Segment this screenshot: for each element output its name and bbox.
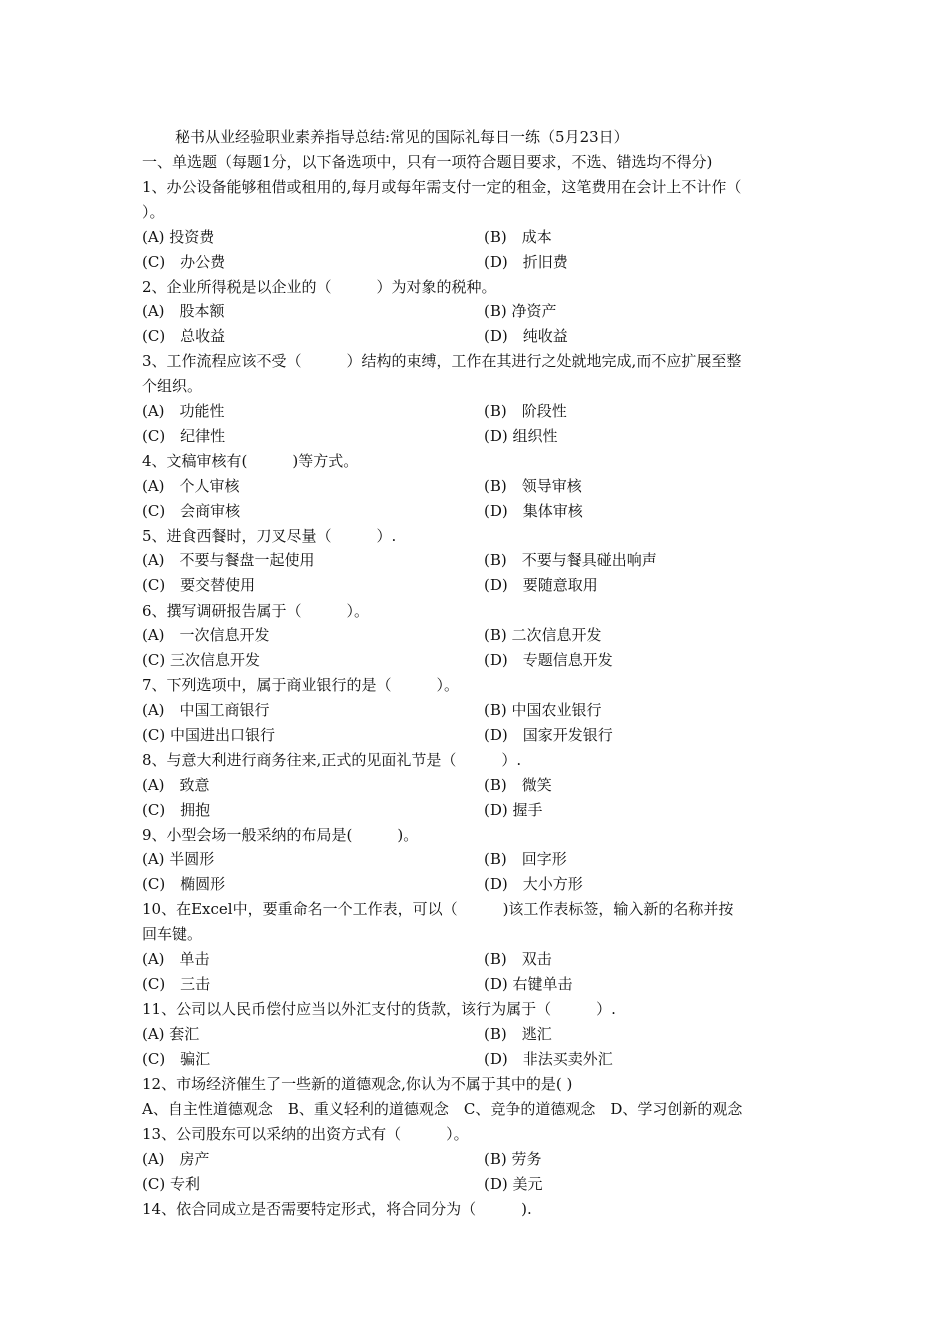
question-text: 3、工作流程应该不受（ ）结构的束缚，工作在其进行之处就地完成,而不应扩展至整: [142, 352, 742, 370]
question-text: 5、进食西餐时，刀叉尽量（ ）.: [142, 527, 397, 545]
answer-option: (D) 大小方形: [484, 875, 583, 893]
answer-option: (D) 非法买卖外汇: [484, 1050, 613, 1068]
question-text-continued: ）。: [142, 203, 165, 221]
question-text: 12、市场经济催生了一些新的道德观念,你认为不属于其中的是( ): [142, 1075, 573, 1093]
answer-option: (A) 股本额: [142, 302, 225, 320]
question-text: 13、公司股东可以采纳的出资方式有（ ）。: [142, 1125, 469, 1143]
answer-option: (C) 三次信息开发: [142, 651, 260, 669]
question-text: 10、在Excel中，要重命名一个工作表，可以（ )该工作表标签，输入新的名称并按: [142, 900, 734, 918]
question-text-continued: A、自主性道德观念 B、重义轻利的道德观念 C、竞争的道德观念 D、学习创新的观念: [142, 1100, 743, 1118]
question-text: 4、文稿审核有( )等方式。: [142, 452, 359, 470]
answer-option: (B) 劳务: [484, 1150, 542, 1168]
answer-option: (B) 双击: [484, 950, 552, 968]
answer-option: (C) 专利: [142, 1175, 200, 1193]
question-text: 2、企业所得税是以企业的（ ）为对象的税种。: [142, 278, 497, 296]
answer-option: (D) 集体审核: [484, 502, 583, 520]
question-text: 11、公司以人民币偿付应当以外汇支付的货款，该行为属于（ ）.: [142, 1000, 616, 1018]
answer-option: (D) 折旧费: [484, 253, 568, 271]
answer-option: (C) 拥抱: [142, 801, 211, 819]
answer-option: (A) 一次信息开发: [142, 626, 270, 644]
answer-option: (C) 骗汇: [142, 1050, 211, 1068]
answer-option: (A) 套汇: [142, 1025, 200, 1043]
answer-option: (B) 微笑: [484, 776, 552, 794]
answer-option: (C) 会商审核: [142, 502, 241, 520]
question-text: 9、小型会场一般采纳的布局是( )。: [142, 826, 419, 844]
answer-option: (C) 要交替使用: [142, 576, 256, 594]
answer-option: (A) 个人审核: [142, 477, 240, 495]
answer-option: (C) 三击: [142, 975, 211, 993]
answer-option: (B) 回字形: [484, 850, 567, 868]
answer-option: (D) 纯收益: [484, 327, 568, 345]
answer-option: (B) 净资产: [484, 302, 557, 320]
answer-option: (C) 中国进出口银行: [142, 726, 275, 744]
answer-option: (B) 阶段性: [484, 402, 567, 420]
answer-option: (D) 要随意取用: [484, 576, 598, 594]
question-text: 1、办公设备能够租借或租用的,每月或每年需支付一定的租金，这笔费用在会计上不计作（: [142, 178, 742, 196]
answer-option: (B) 不要与餐具碰出响声: [484, 551, 657, 569]
answer-option: (A) 不要与餐盘一起使用: [142, 551, 315, 569]
question-text-continued: 回车键。: [142, 925, 203, 943]
answer-option: (B) 领导审核: [484, 477, 582, 495]
answer-option: (B) 成本: [484, 228, 552, 246]
answer-option: (D) 专题信息开发: [484, 651, 613, 669]
answer-option: (A) 致意: [142, 776, 210, 794]
answer-option: (A) 半圆形: [142, 850, 215, 868]
question-text-continued: 个组织。: [142, 377, 203, 395]
answer-option: (B) 逃汇: [484, 1025, 552, 1043]
answer-option: (D) 握手: [484, 801, 543, 819]
answer-option: (A) 房产: [142, 1150, 210, 1168]
answer-option: (B) 二次信息开发: [484, 626, 602, 644]
question-text: 14、依合同成立是否需要特定形式，将合同分为（ ).: [142, 1200, 532, 1218]
answer-option: (C) 椭圆形: [142, 875, 226, 893]
answer-option: (C) 办公费: [142, 253, 226, 271]
answer-option: (A) 中国工商银行: [142, 701, 270, 719]
answer-option: (C) 纪律性: [142, 427, 226, 445]
answer-option: (D) 美元: [484, 1175, 543, 1193]
question-text: 8、与意大利进行商务往来,正式的见面礼节是（ ）.: [142, 751, 522, 769]
answer-option: (C) 总收益: [142, 327, 226, 345]
answer-option: (B) 中国农业银行: [484, 701, 602, 719]
answer-option: (A) 单击: [142, 950, 210, 968]
answer-option: (D) 右键单击: [484, 975, 573, 993]
document-title: 秘书从业经验职业素养指导总结:常见的国际礼每日一练（5月23日）: [175, 128, 629, 146]
answer-option: (A) 功能性: [142, 402, 225, 420]
answer-option: (D) 国家开发银行: [484, 726, 613, 744]
question-text: 6、撰写调研报告属于（ ）。: [142, 602, 370, 620]
question-text: 7、下列选项中，属于商业银行的是（ ）。: [142, 676, 460, 694]
answer-option: (D) 组织性: [484, 427, 558, 445]
answer-option: (A) 投资费: [142, 228, 215, 246]
section-heading: 一、单选题（每题1分，以下备选项中，只有一项符合题目要求，不选、错选均不得分): [142, 153, 713, 171]
